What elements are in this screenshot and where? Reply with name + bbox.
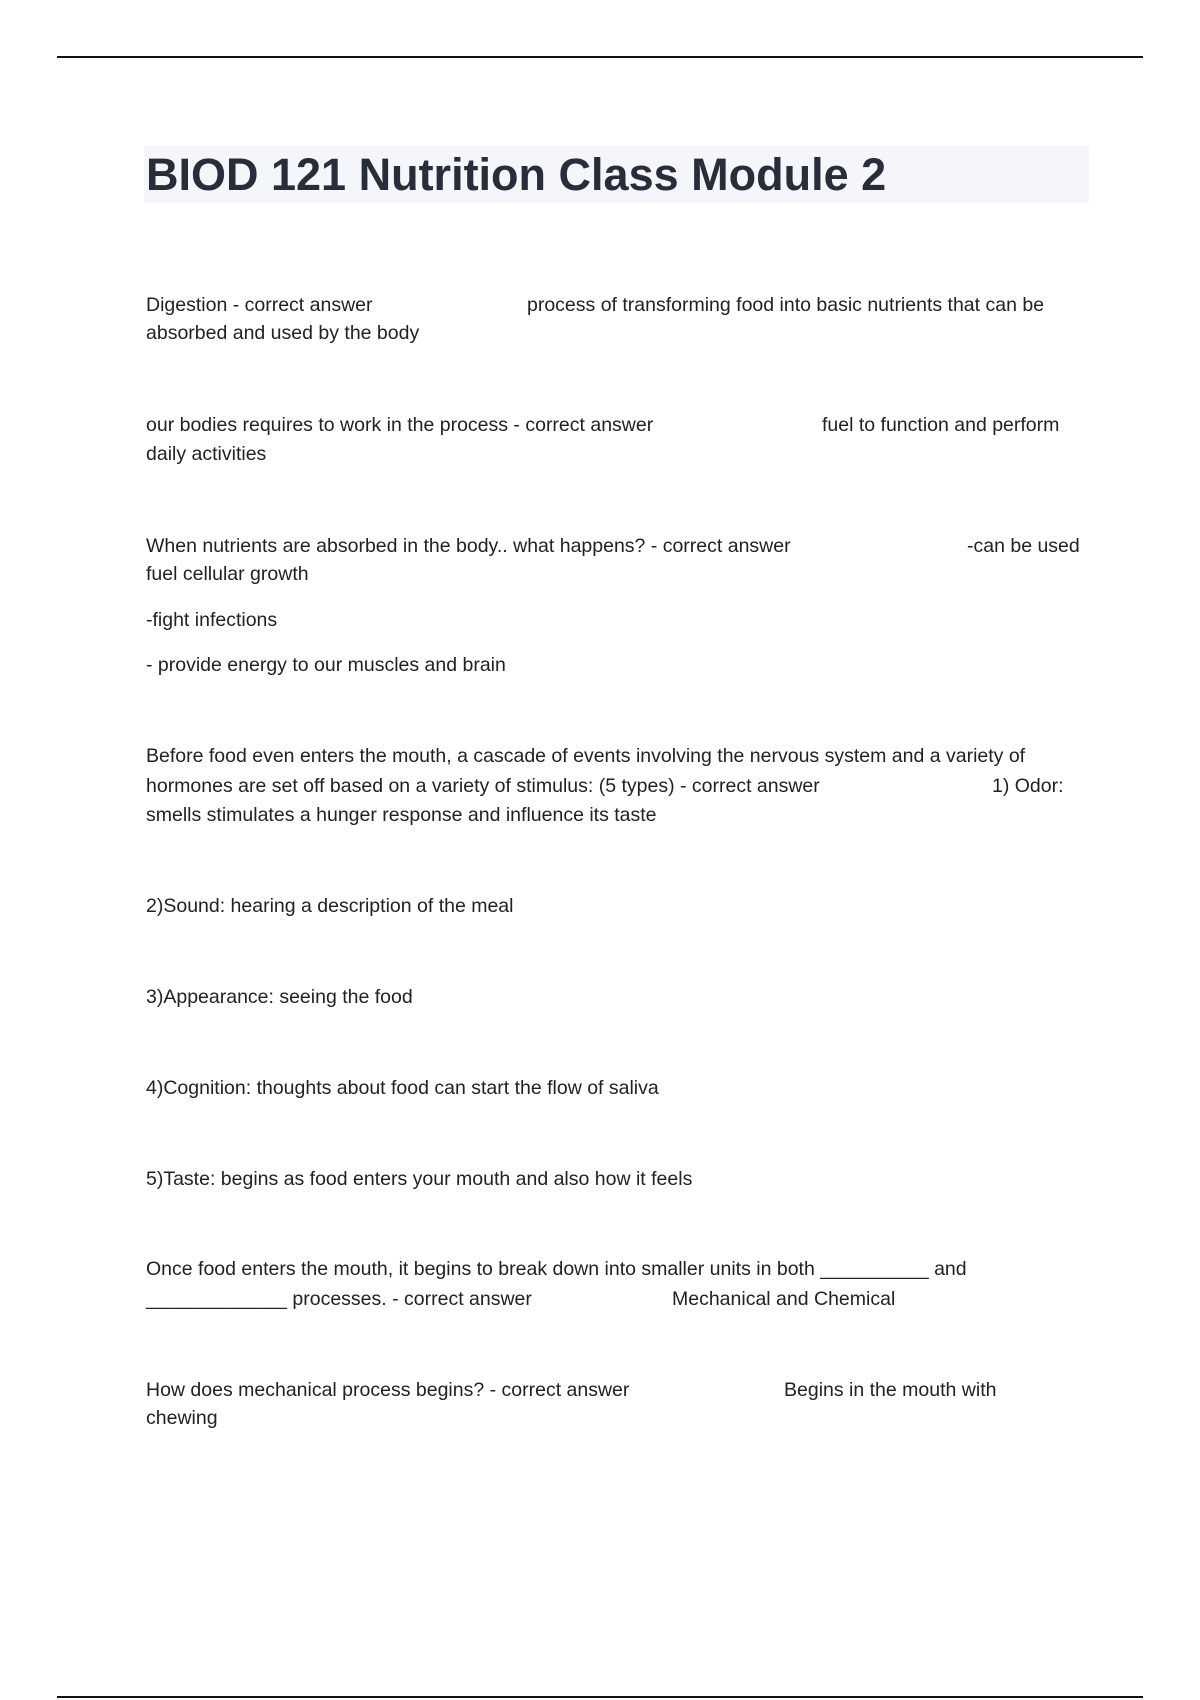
answer-mechanical-continued: chewing [146,1407,218,1429]
question-nutrients-absorbed: When nutrients are absorbed in the body.. what happens? - correct answer [146,535,791,557]
list-item-taste: 5)Taste: begins as food enters your mouth and also how it feels [146,1168,693,1190]
bottom-rule [57,1696,1143,1698]
answer-nutrients-continued: fuel cellular growth [146,563,309,585]
question-stimulus-line1: Before food even enters the mouth, a cascade of events involving the nervous system and a variety of [146,745,1026,767]
list-item-cognition: 4)Cognition: thoughts about food can start the flow of saliva [146,1077,659,1099]
question-breakdown-line1: Once food enters the mouth, it begins to break down into smaller units in both __________ and [146,1258,967,1280]
answer-fight-infections: -fight infections [146,609,278,631]
question-stimulus-line2: hormones are set off based on a variety of stimulus: (5 types) - correct answer [146,775,820,797]
question-digestion: Digestion - correct answer [146,294,373,316]
answer-bodies-require-continued: daily activities [146,443,267,465]
question-bodies-require: our bodies requires to work in the process - correct answer [146,414,654,436]
question-mechanical-process: How does mechanical process begins? - correct answer [146,1379,630,1401]
answer-odor-continued: smells stimulates a hunger response and influence its taste [146,804,657,826]
question-breakdown-line2: _____________ processes. - correct answer [146,1288,532,1310]
answer-nutrients-absorbed: -can be used [967,535,1080,557]
answer-bodies-require: fuel to function and perform [822,414,1060,436]
answer-mechanical-chemical: Mechanical and Chemical [672,1288,896,1310]
list-item-sound: 2)Sound: hearing a description of the meal [146,895,514,917]
answer-mechanical-process: Begins in the mouth with [784,1379,997,1401]
list-item-appearance: 3)Appearance: seeing the food [146,986,413,1008]
answer-provide-energy: - provide energy to our muscles and brain [146,654,506,676]
answer-digestion: process of transforming food into basic nutrients that can be [527,294,1045,316]
top-rule [57,56,1143,58]
document-title: BIOD 121 Nutrition Class Module 2 [146,149,887,200]
answer-odor: 1) Odor: [992,775,1064,797]
answer-digestion-continued: absorbed and used by the body [146,322,420,344]
